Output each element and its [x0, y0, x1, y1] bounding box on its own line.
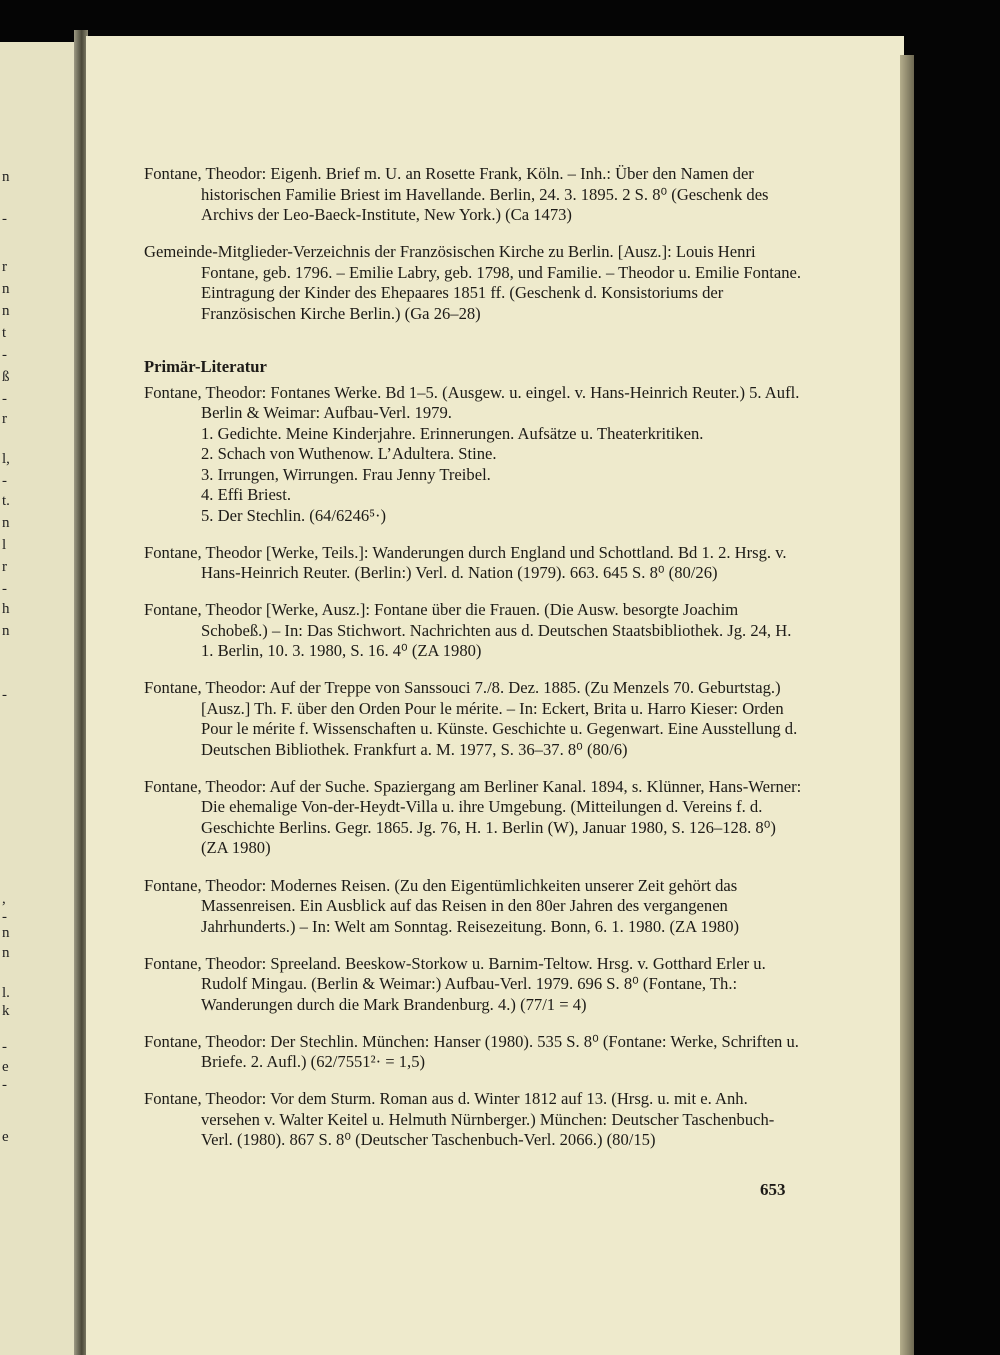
bibliography-entry: Fontane, Theodor: Eigenh. Brief m. U. an Rosette Frank, Köln. – Inh.: Über den Namen der historischen Familie Briest im Havellande. Berlin, 24. 3. 1895. 2 S. 8⁰ (Geschenk des Archivs der Leo-Baeck-Institute, New York.) (Ca 1473) — [144, 164, 769, 224]
bibliography-content — [144, 164, 804, 1157]
volume-item: 2. Schach von Wuthenow. L’Adultera. Stine. — [201, 444, 497, 464]
volume-item: 5. Der Stechlin. (64/6246⁵·) — [201, 505, 387, 525]
volume-item: 3. Irrungen, Wirrungen. Frau Jenny Treibel. — [201, 464, 491, 484]
bibliography-entry: Fontane, Theodor: Vor dem Sturm. Roman aus d. Winter 1812 auf 13. (Hrsg. u. mit e. Anh. versehen v. Walter Keitel u. Helmuth Nürnberger.) München: Deutscher Taschenbuch-Verl. (1980). 867 S. 8⁰ (Deutscher Taschenbuch-Verl. 2066.) (80/15) — [144, 1089, 775, 1150]
margin-fragment: - — [2, 211, 7, 227]
margin-fragment: l, — [2, 451, 10, 467]
bibliography-entry: Fontane, Theodor: Auf der Treppe von Sanssouci 7./8. Dez. 1885. (Zu Menzels 70. Geburtstag.) [Ausz.] Th. F. über den Orden Pour le mérite. – In: Eckert, Brita u. Harro Kieser: Orden Pour le mérite f. Wissenschaften u. Künste. Geschichte u. Gegenwart. Eine Ausstellung d. Deutschen Bibliothek. Frankfurt a. M. 1977, S. 36–37. 8⁰ (80/6) — [144, 678, 798, 759]
margin-fragment: n — [2, 303, 10, 319]
facing-page-edge — [0, 42, 78, 1355]
margin-fragment: ß — [2, 369, 10, 385]
margin-fragment: - — [2, 581, 7, 597]
works-entry-text: Fontane, Theodor: Fontanes Werke. Bd 1–5. (Ausgew. u. eingel. v. Hans-Heinrich Reuter.) 5. Aufl. Berlin & Weimar: Aufbau-Verl. 1979. — [144, 382, 800, 423]
margin-fragment: k — [2, 1003, 10, 1019]
margin-fragment: r — [2, 559, 7, 575]
margin-fragment: n — [2, 925, 10, 941]
margin-fragment: e — [2, 1129, 9, 1145]
bibliography-entry: Fontane, Theodor: Spreeland. Beeskow-Storkow u. Barnim-Teltow. Hrsg. v. Gotthard Erler u. Rudolf Mingau. (Berlin & Weimar:) Aufbau-Verl. 1979. 696 S. 8⁰ (Fontane, Th.: Wanderungen durch die Mark Brandenburg. 4.) (77/1 = 4) — [144, 953, 766, 1014]
margin-fragment: r — [2, 259, 7, 275]
margin-fragment: l. — [2, 985, 10, 1001]
page-number: 653 — [760, 1180, 786, 1199]
margin-fragment: n — [2, 515, 10, 531]
margin-fragment: n — [2, 169, 10, 185]
section-heading: Primär-Literatur — [144, 357, 267, 377]
margin-fragment: - — [2, 391, 7, 407]
margin-fragment: n — [2, 281, 10, 297]
margin-fragment: - — [2, 347, 7, 363]
volume-list — [144, 424, 804, 527]
margin-fragment: - — [2, 1039, 7, 1055]
margin-fragment: - — [2, 1077, 7, 1093]
margin-fragment: h — [2, 601, 10, 617]
margin-fragment: - — [2, 909, 7, 925]
bibliography-entry: Fontane, Theodor [Werke, Ausz.]: Fontane über die Frauen. (Die Ausw. besorgte Joachim Schobeß.) – In: Das Stichwort. Nachrichten aus d. Deutschen Staatsbibliothek. Jg. 24, H. 1. Berlin, 10. 3. 1980, S. 16. 4⁰ (ZA 1980) — [144, 600, 792, 661]
margin-fragment: r — [2, 411, 7, 427]
bibliography-entry-works — [144, 383, 804, 424]
volume-item: 1. Gedichte. Meine Kinderjahre. Erinnerungen. Aufsätze u. Theaterkritiken. — [201, 423, 704, 443]
bibliography-entry: Fontane, Theodor [Werke, Teils.]: Wanderungen durch England und Schottland. Bd 1. 2. Hrsg. v. Hans-Heinrich Reuter. (Berlin:) Verl. d. Nation (1979). 663. 645 S. 8⁰ (80/26) — [144, 542, 787, 583]
page-edge — [900, 55, 914, 1355]
bibliography-entry: Fontane, Theodor: Der Stechlin. München: Hanser (1980). 535 S. 8⁰ (Fontane: Werke, Schriften u. Briefe. 2. Aufl.) (62/7551²· = 1,5) — [144, 1031, 799, 1072]
margin-fragment: t — [2, 325, 7, 341]
bibliography-entry: Gemeinde-Mitglieder-Verzeichnis der Französischen Kirche zu Berlin. [Ausz.]: Louis Henri Fontane, geb. 1796. – Emilie Labry, geb. 1798, und Familie. – Theodor u. Emilie Fontane. Eintragung der Kinder des Ehepaares 1851 ff. (Geschenk d. Konsistoriums der Französischen Kirche Berlin.) (Ga 26–28) — [144, 242, 802, 323]
margin-fragment: - — [2, 473, 7, 489]
volume-item: 4. Effi Briest. — [201, 485, 292, 505]
margin-fragment: n — [2, 623, 10, 639]
margin-fragment: l — [2, 537, 7, 553]
margin-fragment: t. — [2, 493, 10, 509]
margin-fragment: , — [2, 891, 6, 907]
bibliography-entry: Fontane, Theodor: Modernes Reisen. (Zu den Eigentümlichkeiten unserer Zeit gehört das Massenreisen. Ein Ausblick auf das Reisen in den 80er Jahren des vergangenen Jahrhunderts.) – In: Welt am Sonntag. Reisezeitung. Bonn, 6. 1. 1980. (ZA 1980) — [144, 875, 740, 936]
margin-fragment: - — [2, 687, 7, 703]
margin-fragment: n — [2, 945, 10, 961]
margin-fragment: e — [2, 1059, 9, 1075]
bibliography-entry: Fontane, Theodor: Auf der Suche. Spaziergang am Berliner Kanal. 1894, s. Klünner, Hans-Werner: Die ehemalige Von-der-Heydt-Villa u. ihre Umgebung. (Mitteilungen d. Vereins f. d. Geschichte Berlins. Gegr. 1865. Jg. 76, H. 1. Berlin (W), Januar 1980, S. 126–128. 8⁰) (ZA 1980) — [144, 776, 802, 858]
